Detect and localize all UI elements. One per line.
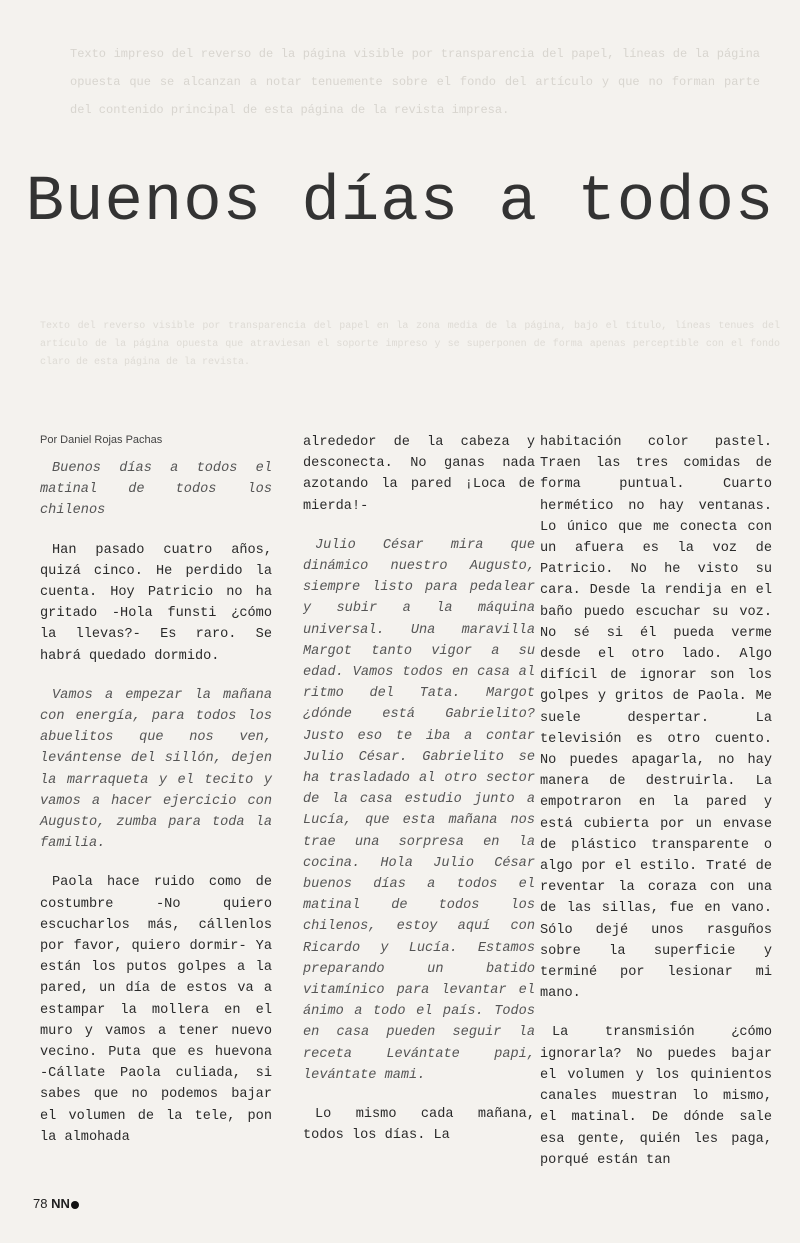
article-column-2 [303, 432, 535, 1165]
paragraph: La transmisión ¿cómo ignorarla? No puedes bajar el volumen y los quinientos canales muestran lo mismo, el matinal. De dónde sale esa gente, quién les paga, porqué están tan [540, 1025, 772, 1168]
page-footer [33, 1196, 79, 1211]
paragraph: Buenos días a todos el matinal de todos los chilenos [40, 461, 272, 519]
article-title: Buenos días a todos [25, 166, 775, 239]
magazine-logo: NN [51, 1196, 70, 1211]
bleed-through-text-middle: Texto del reverso visible por transparencia del papel en la zona media de la página, bajo el título, líneas tenues del artículo de la página opuesta que atraviesan el soporte impreso y se superponen de forma apenas perceptible con el fondo claro de esta página de la revista. [40, 321, 780, 368]
paragraph: Han pasado cuatro años, quizá cinco. He perdido la cuenta. Hoy Patricio no ha gritado -Hola funsti ¿cómo la llevas?- Es raro. Se habrá quedado dormido. [40, 542, 272, 664]
bleed-through-text-top: Texto impreso del reverso de la página visible por transparencia del papel, líneas de la página opuesta que se alcanzan a notar tenuemente sobre el fondo del artículo y que no forman parte del contenido principal de esta página de la revista impresa. [70, 47, 760, 117]
paragraph: Paola hace ruido como de costumbre -No quiero escucharlos más, cállenlos por favor, quiero dormir- Ya están los putos golpes a la pared, un día de estos va a estampar la mollera en el muro y vamos a tener nuevo vecino. Puta que es huevona -Cállate Paola culiada, si sabes que no podemos bajar el volumen de la tele, pon la almohada [40, 875, 272, 1145]
article-column-3 [540, 432, 772, 1189]
article-column-1 [40, 432, 272, 1166]
page-number: 78 [33, 1196, 48, 1211]
logo-dot-icon [71, 1201, 79, 1209]
paragraph: Vamos a empezar la mañana con energía, para todos los abuelitos que nos ven, levántense del sillón, dejen la marraqueta y el tecito y vamos a hacer ejercicio con Augusto, zumba para toda la familia. [40, 687, 272, 852]
paragraph: alrededor de la cabeza y desconecta. No ganas nada azotando la pared ¡Loca de mierda!- [303, 435, 535, 514]
paragraph: Julio César mira que dinámico nuestro Augusto, siempre listo para pedalear y subir a la máquina universal. Una maravilla Margot tanto vigor a su edad. Vamos todos en casa al ritmo del Tata. Margot ¿dónde está Gabrielito? Justo eso te iba a contar Julio César. Gabrielito se ha trasladado al otro sector de la casa estudio junto a Lucía, que esta mañana nos trae una sorpresa en la cocina. Hola Julio César buenos días a todos el matinal de todos los chilenos, estoy aquí con Ricardo y Lucía. Estamos preparando un batido vitamínico para levantar el ánimo a todo el país. Todos en casa pueden seguir la receta Levántate papi, levántate mami. [303, 537, 535, 1083]
paragraph: Lo mismo cada mañana, todos los días. La [303, 1107, 535, 1144]
article-byline: Por Daniel Rojas Pachas [40, 434, 163, 446]
paragraph: habitación color pastel. Traen las tres comidas de forma puntual. Cuarto hermético no hay ventanas. Lo único que me conecta con un afuera es la voz de Patricio. No he visto su cara. Desde la rendija en el baño puedo escuchar su voz. No sé si él pueda verme desde el otro lado. Algo difícil de ignorar son los golpes y gritos de Paola. Me suele despertar. La televisión es otro cuento. No puedes apagarla, no hay manera de destruirla. La empotraron en la pared y está cubierta por un envase de plástico transparente o algo por el estilo. Traté de reventar la coraza con una de las sillas, fue en vano. Sólo dejé unos rasguños sobre la superficie y terminé por lesionar mi mano. [540, 435, 772, 1002]
